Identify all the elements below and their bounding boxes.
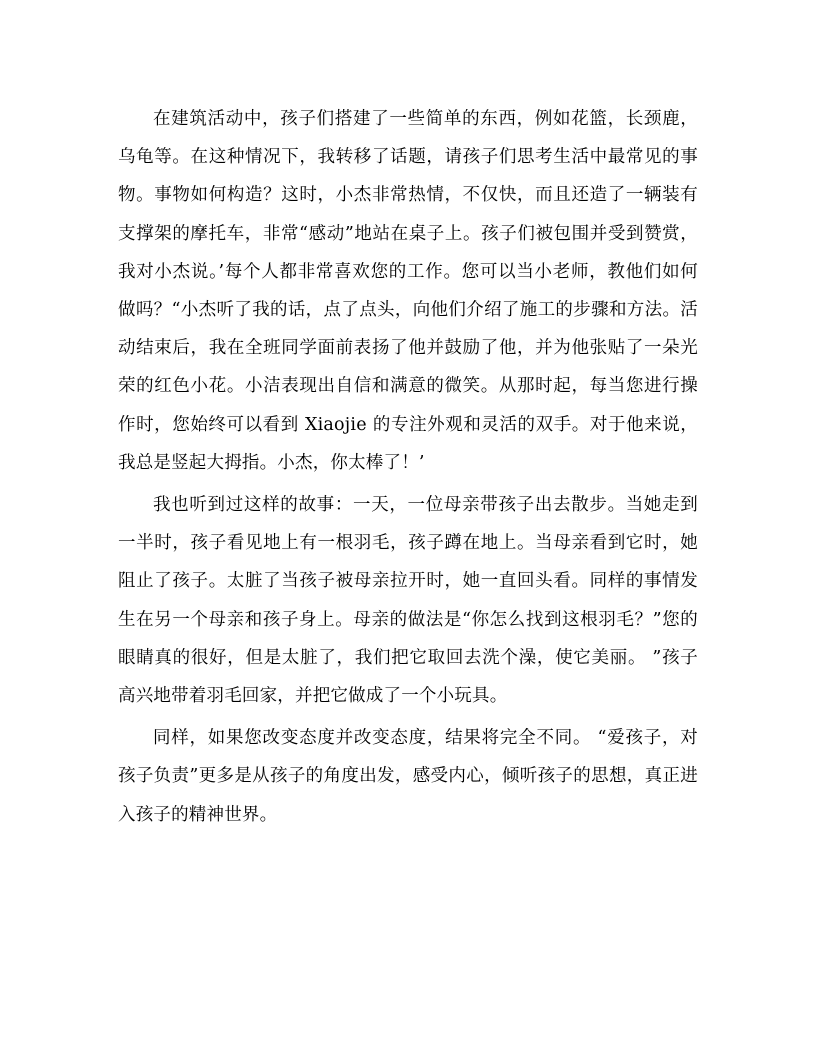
paragraph-2: 我也听到过这样的故事：一天，一位母亲带孩子出去散步。当她走到一半时，孩子看见地上有一根羽毛，孩子蹲在地上。当母亲看到它时，她阻止了孩子。太脏了当孩子被母亲拉开时，她一直回头看。同样的事情发生在另一个母亲和孩子身上。母亲的做法是“你怎么找到这根羽毛？”您的眼睛真的很好，但是太脏了，我们把它取回去洗个澡，使它美丽。 ”孩子高兴地带着羽毛回家，并把它做成了一个小玩具。 [118,495,698,707]
paragraph-3: 同样，如果您改变态度并改变态度，结果将完全不同。 “爱孩子，对孩子负责”更多是从孩子的角度出发，感受内心，倾听孩子的思想，真正进入孩子的精神世界。 [118,728,698,825]
paragraph-1: 在建筑活动中，孩子们搭建了一些简单的东西，例如花篮，长颈鹿，乌龟等。在这种情况下，我转移了话题，请孩子们思考生活中最常见的事物。事物如何构造？这时，小杰非常热情，不仅快，而且还造了一辆装有支撑架的摩托车，非常“感动”地站在桌子上。孩子们被包围并受到赞赏，我对小杰说。’每个人都非常喜欢您的工作。您可以当小老师，教他们如何做吗？“小杰听了我的话，点了点头，向他们介绍了施工的步骤和方法。活动结束后，我在全班同学面前表扬了他并鼓励了他，并为他张贴了一朵光荣的红色小花。小洁表现出自信和满意的微笑。从那时起，每当您进行操作时，您始终可以看到 Xiaojie 的专注外观和灵活的双手。对于他来说，我总是竖起大拇指。小杰，你太棒了！’ [118,109,698,473]
document-body [118,100,698,838]
